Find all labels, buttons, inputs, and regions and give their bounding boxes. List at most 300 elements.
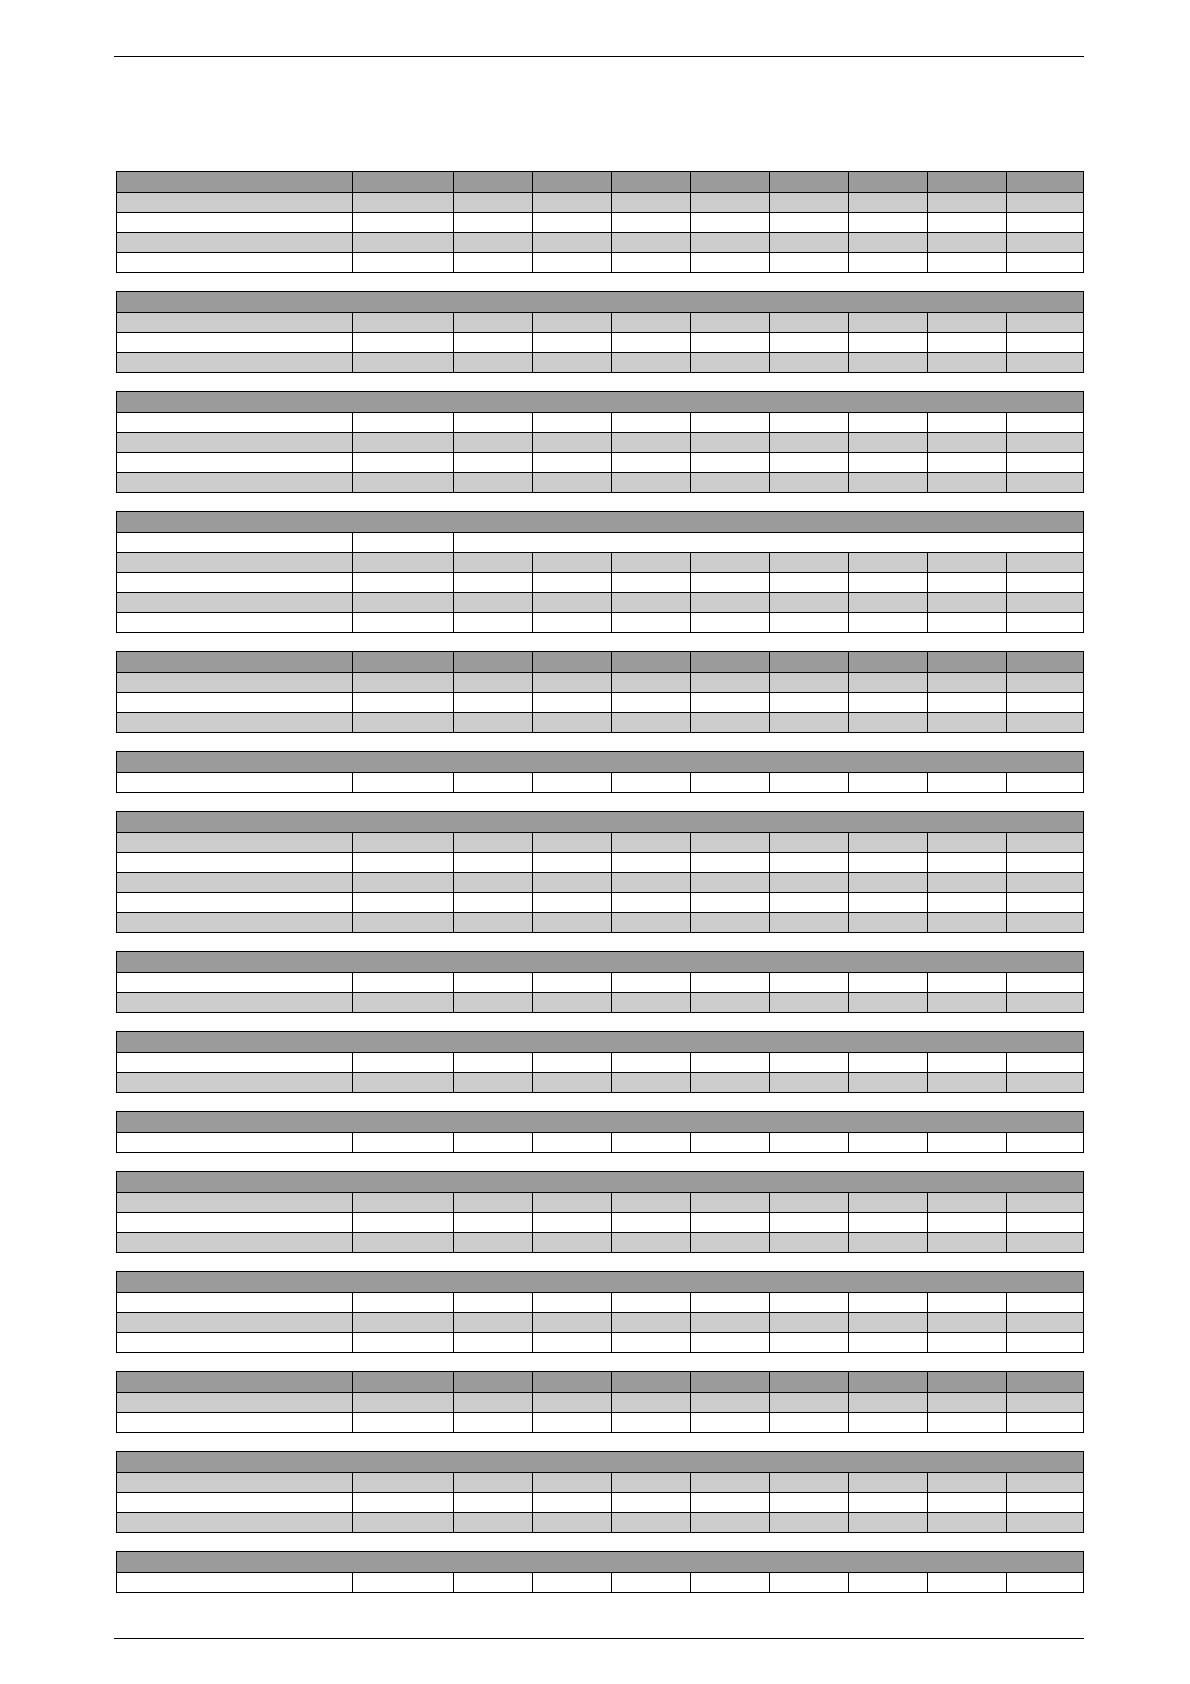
table-cell: [1006, 1133, 1083, 1152]
table-cell: [769, 773, 848, 792]
table-header-row: [117, 1172, 1083, 1192]
table-cell: [532, 853, 611, 872]
table-cell: [117, 1213, 352, 1232]
table-cell: [352, 652, 453, 672]
table-cell: [848, 573, 927, 592]
table-cell: [927, 413, 1006, 432]
table-cell: [927, 1473, 1006, 1492]
table-row: [117, 612, 1083, 632]
table-cell: [927, 1513, 1006, 1532]
table-cell: [927, 253, 1006, 272]
table-cell: [769, 652, 848, 672]
table-cell: [848, 673, 927, 692]
table-row: [117, 472, 1083, 492]
table-row: [117, 552, 1083, 572]
table-cell: [453, 1333, 532, 1352]
table-cell: [117, 993, 352, 1012]
table-row: [117, 1052, 1083, 1072]
table-cell: [532, 233, 611, 252]
table-cell: [690, 1193, 769, 1212]
data-table: [116, 291, 1084, 373]
table-cell: [848, 433, 927, 452]
table-cell: [690, 833, 769, 852]
table-cell: [611, 1573, 690, 1592]
table-row: [117, 672, 1083, 692]
table-cell: [453, 873, 532, 892]
table-cell: [611, 913, 690, 932]
table-cell: [532, 573, 611, 592]
table-cell: [532, 713, 611, 732]
table-cell: [117, 433, 352, 452]
table-cell: [117, 913, 352, 932]
table-cell: [769, 333, 848, 352]
table-cell: [453, 893, 532, 912]
table-cell: [117, 893, 352, 912]
table-cell: [769, 473, 848, 492]
table-cell: [1006, 233, 1083, 252]
table-cell: [453, 433, 532, 452]
table-cell: [690, 593, 769, 612]
table-cell: [1006, 693, 1083, 712]
table-cell: [769, 673, 848, 692]
table-cell: [769, 1053, 848, 1072]
table-cell: [848, 1073, 927, 1092]
table-cell: [453, 713, 532, 732]
table-cell: [453, 993, 532, 1012]
table-cell: [532, 1073, 611, 1092]
table-cell: [453, 693, 532, 712]
table-cell: [1006, 1393, 1083, 1412]
table-cell: [848, 1133, 927, 1152]
data-table: [116, 651, 1084, 733]
table-cell: [690, 413, 769, 432]
table-cell: [532, 1473, 611, 1492]
table-cell: [690, 1413, 769, 1432]
table-cell: [769, 213, 848, 232]
table-header-row: [117, 1552, 1083, 1572]
table-cell: [927, 873, 1006, 892]
table-cell: [453, 333, 532, 352]
data-table: [116, 1451, 1084, 1533]
table-cell: [769, 853, 848, 872]
table-cell: [117, 673, 352, 692]
table-cell: [769, 713, 848, 732]
table-cell: [690, 1133, 769, 1152]
table-header-row: [117, 512, 1083, 532]
table-cell: [769, 553, 848, 572]
table-cell: [690, 1513, 769, 1532]
table-cell: [690, 553, 769, 572]
table-cell: [611, 973, 690, 992]
table-cell: [1006, 1213, 1083, 1232]
table-cell: [927, 233, 1006, 252]
table-cell: [117, 573, 352, 592]
table-cell: [927, 1413, 1006, 1432]
table-cell: [352, 1393, 453, 1412]
table-cell: [352, 533, 453, 552]
table-cell: [848, 893, 927, 912]
table-cell: [769, 1413, 848, 1432]
table-cell: [690, 1493, 769, 1512]
table-cell: [611, 1513, 690, 1532]
data-table: [116, 391, 1084, 493]
table-cell: [690, 913, 769, 932]
table-cell: [117, 1473, 352, 1492]
table-cell: [117, 613, 352, 632]
table-cell: [1006, 1372, 1083, 1392]
table-cell: [532, 593, 611, 612]
table-cell: [848, 333, 927, 352]
table-cell: [611, 853, 690, 872]
table-cell: [117, 413, 352, 432]
header-rule: [114, 56, 1084, 57]
table-cell: [1006, 1293, 1083, 1312]
table-cell: [352, 873, 453, 892]
data-table: [116, 1031, 1084, 1093]
table-cell: [532, 1213, 611, 1232]
table-cell: [117, 1053, 352, 1072]
table-cell: [690, 313, 769, 332]
table-cell: [848, 193, 927, 212]
table-cell: [848, 1493, 927, 1512]
table-cell: [1006, 473, 1083, 492]
table-cell: [690, 893, 769, 912]
table-row: [117, 1572, 1083, 1592]
table-cell: [690, 973, 769, 992]
table-header-row: [117, 1372, 1083, 1392]
table-cell: [117, 1073, 352, 1092]
table-cell: [352, 1372, 453, 1392]
table-cell: [848, 1193, 927, 1212]
table-cell: [848, 853, 927, 872]
table-cell: [769, 993, 848, 1012]
table-cell: [352, 353, 453, 372]
table-cell: [352, 613, 453, 632]
table-cell: [453, 473, 532, 492]
table-cell: [453, 313, 532, 332]
table-row: [117, 1132, 1083, 1152]
table-row: [117, 352, 1083, 372]
table-cell: [352, 172, 453, 192]
table-header-row: [117, 392, 1083, 412]
table-cell: [927, 473, 1006, 492]
table-cell: [532, 553, 611, 572]
table-cell: [848, 413, 927, 432]
table-cell: [1006, 313, 1083, 332]
table-cell: [611, 353, 690, 372]
table-cell: [1006, 413, 1083, 432]
table-cell: [927, 333, 1006, 352]
table-cell: [690, 1213, 769, 1232]
table-cell: [769, 1233, 848, 1252]
table-cell: [769, 1493, 848, 1512]
table-row: [117, 412, 1083, 432]
footer-rule: [114, 1638, 1084, 1639]
table-header-row: [117, 1032, 1083, 1052]
data-table: [116, 1551, 1084, 1593]
table-cell: [117, 213, 352, 232]
table-cell: [848, 1473, 927, 1492]
table-cell: [532, 893, 611, 912]
table-cell: [769, 573, 848, 592]
table-cell: [690, 1313, 769, 1332]
table-row: [117, 1192, 1083, 1212]
table-cell: [117, 553, 352, 572]
table-cell: [769, 172, 848, 192]
table-cell: [352, 1413, 453, 1432]
table-cell: [927, 833, 1006, 852]
table-cell: [690, 1053, 769, 1072]
table-cell: [532, 613, 611, 632]
table-cell: [927, 1573, 1006, 1592]
table-cell: [927, 1193, 1006, 1212]
table-cell: [453, 673, 532, 692]
table-cell: [352, 333, 453, 352]
table-cell: [611, 1233, 690, 1252]
table-cell: [117, 1313, 352, 1332]
table-cell: [532, 1313, 611, 1332]
table-header-row: [117, 292, 1083, 312]
table-cell: [848, 253, 927, 272]
table-cell: [352, 713, 453, 732]
table-cell: [611, 573, 690, 592]
table-cell: [690, 853, 769, 872]
table-cell: [769, 1473, 848, 1492]
table-cell: [532, 833, 611, 852]
table-cell: [453, 1372, 532, 1392]
table-cell: [769, 1513, 848, 1532]
table-cell: [1006, 333, 1083, 352]
table-cell: [117, 1293, 352, 1312]
table-cell: [352, 213, 453, 232]
table-cell: [453, 1213, 532, 1232]
data-table: [116, 171, 1084, 273]
table-cell: [611, 213, 690, 232]
table-row: [117, 852, 1083, 872]
table-cell: [453, 1413, 532, 1432]
table-cell: [1006, 893, 1083, 912]
table-cell: [352, 433, 453, 452]
table-cell: [611, 1133, 690, 1152]
table-cell: [453, 613, 532, 632]
table-cell: [927, 553, 1006, 572]
table-cell: [453, 853, 532, 872]
table-row: [117, 192, 1083, 212]
table-cell: [532, 1493, 611, 1512]
table-row: [117, 1492, 1083, 1512]
table-cell: [453, 652, 532, 672]
table-cell: [611, 1473, 690, 1492]
table-cell: [769, 1213, 848, 1232]
table-cell: [848, 213, 927, 232]
table-cell: [690, 453, 769, 472]
table-cell: [611, 693, 690, 712]
table-cell: [453, 253, 532, 272]
table-cell: [352, 1293, 453, 1312]
table-cell: [848, 1513, 927, 1532]
table-cell: [690, 673, 769, 692]
table-cell: [117, 1413, 352, 1432]
table-cell: [117, 593, 352, 612]
table-cell: [352, 1193, 453, 1212]
table-cell: [848, 1333, 927, 1352]
table-cell: [352, 693, 453, 712]
table-cell: [453, 172, 532, 192]
table-header-row: [117, 812, 1083, 832]
table-cell: [352, 453, 453, 472]
table-cell: [848, 973, 927, 992]
data-table: [116, 1111, 1084, 1153]
data-table: [116, 1271, 1084, 1353]
table-cell: [769, 1573, 848, 1592]
table-cell: [611, 1413, 690, 1432]
table-cell: [848, 473, 927, 492]
table-cell: [352, 913, 453, 932]
table-cell: [532, 873, 611, 892]
table-cell: [117, 1573, 352, 1592]
table-cell: [848, 313, 927, 332]
table-cell: [769, 193, 848, 212]
table-cell: [117, 1193, 352, 1212]
table-header-row: [117, 172, 1083, 192]
table-cell: [532, 172, 611, 192]
table-cell: [453, 453, 532, 472]
table-cell: [769, 873, 848, 892]
table-cell: [927, 613, 1006, 632]
table-cell: [453, 773, 532, 792]
table-cell: [611, 652, 690, 672]
table-cell: [927, 652, 1006, 672]
table-cell: [1006, 853, 1083, 872]
data-table: [116, 811, 1084, 933]
table-cell: [117, 873, 352, 892]
table-cell: [769, 1133, 848, 1152]
table-cell: [927, 1213, 1006, 1232]
table-cell: [1006, 613, 1083, 632]
table-cell: [453, 553, 532, 572]
table-cell: [611, 453, 690, 472]
table-cell: [117, 1372, 352, 1392]
table-cell: [532, 693, 611, 712]
table-cell: [769, 453, 848, 472]
table-row: [117, 452, 1083, 472]
table-cell: [927, 573, 1006, 592]
table-cell: [453, 1073, 532, 1092]
table-cell: [453, 973, 532, 992]
table-cell: [352, 1333, 453, 1352]
table-cell: [848, 1293, 927, 1312]
table-cell: [927, 593, 1006, 612]
table-cell: [453, 1133, 532, 1152]
table-cell: [352, 473, 453, 492]
table-cell: [769, 1293, 848, 1312]
table-cell: [927, 893, 1006, 912]
table-row: [117, 1232, 1083, 1252]
table-cell: [690, 1233, 769, 1252]
table-cell: [848, 773, 927, 792]
table-cell: [611, 1393, 690, 1412]
table-row: [117, 972, 1083, 992]
table-cell: [453, 1313, 532, 1332]
data-table: [116, 951, 1084, 1013]
table-cell: [453, 353, 532, 372]
table-cell: [769, 1193, 848, 1212]
table-cell: [532, 1413, 611, 1432]
table-row: [117, 992, 1083, 1012]
table-cell: [352, 1213, 453, 1232]
table-cell: [532, 333, 611, 352]
table-cell: [848, 1573, 927, 1592]
table-cell: [1006, 673, 1083, 692]
table-cell: [352, 673, 453, 692]
table-row: [117, 1332, 1083, 1352]
table-cell: [611, 193, 690, 212]
table-cell: [611, 233, 690, 252]
table-cell: [611, 313, 690, 332]
table-cell: [769, 1333, 848, 1352]
table-cell: [532, 1513, 611, 1532]
table-cell: [769, 833, 848, 852]
table-cell: [769, 233, 848, 252]
table-cell: [848, 1393, 927, 1412]
table-cell: [117, 693, 352, 712]
table-cell: [848, 233, 927, 252]
table-cell: [848, 693, 927, 712]
table-cell: [927, 1053, 1006, 1072]
table-cell: [117, 1393, 352, 1412]
table-cell: [611, 1493, 690, 1512]
table-row: [117, 212, 1083, 232]
table-cell: [1006, 1473, 1083, 1492]
table-cell: [1006, 1333, 1083, 1352]
table-cell: [848, 1372, 927, 1392]
table-cell: [1006, 1573, 1083, 1592]
table-row: [117, 1072, 1083, 1092]
table-row: [117, 252, 1083, 272]
table-row: [117, 312, 1083, 332]
table-row: [117, 232, 1083, 252]
table-cell: [1006, 1413, 1083, 1432]
table-cell: [848, 1313, 927, 1332]
table-cell: [611, 172, 690, 192]
table-cell: [611, 1213, 690, 1232]
table-cell: [453, 233, 532, 252]
table-cell: [690, 652, 769, 672]
table-cell: [117, 253, 352, 272]
table-cell: [690, 773, 769, 792]
table-cell: [927, 713, 1006, 732]
table-cell: [453, 1233, 532, 1252]
table-cell: [611, 433, 690, 452]
table-cell: [453, 1573, 532, 1592]
table-cell: [848, 833, 927, 852]
table-cell: [690, 1473, 769, 1492]
table-cell: [1006, 1053, 1083, 1072]
table-cell: [352, 413, 453, 432]
table-cell: [927, 993, 1006, 1012]
table-cell: [690, 1073, 769, 1092]
table-row: [117, 832, 1083, 852]
table-header-row: [117, 752, 1083, 772]
table-cell: [1006, 353, 1083, 372]
table-cell: [117, 713, 352, 732]
table-row: [117, 592, 1083, 612]
table-cell: [611, 673, 690, 692]
table-cell: [352, 313, 453, 332]
table-cell: [848, 1053, 927, 1072]
table-cell: [117, 353, 352, 372]
table-cell: [352, 1073, 453, 1092]
